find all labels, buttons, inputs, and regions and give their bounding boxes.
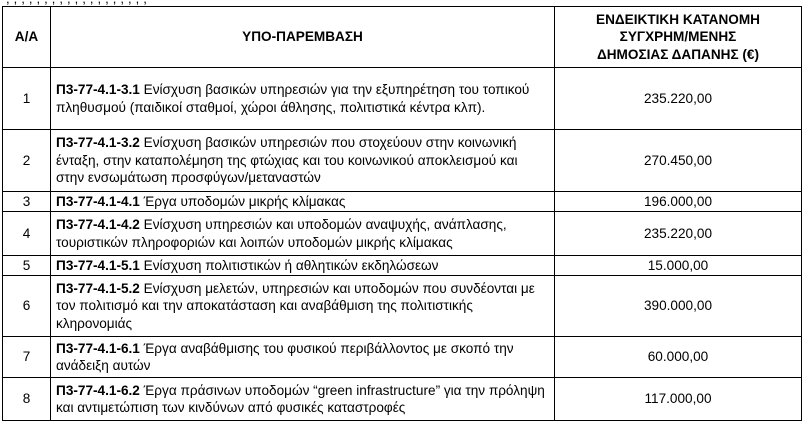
row-text: Έργα υποδομών μικρής κλίμακας [139,193,346,209]
row-description [51,192,555,212]
row-code: Π3-77-4.1-4.2 [56,217,140,232]
table-row [3,68,802,130]
row-text: Έργα πράσινων υποδομών “green infrastructure” για την πρόληψη και αντιμετώπιση των κινδύνων από φυσικές καταστροφές [56,382,545,415]
table-row [3,256,802,276]
header-sub-intervention: ΥΠΟ-ΠΑΡΕΜΒΑΣΗ [51,7,555,68]
row-code: Π3-77-4.1-4.1 [56,193,140,209]
row-number: 5 [3,256,51,276]
row-description [51,130,555,192]
row-description [51,212,555,256]
row-amount: 390.000,00 [555,276,802,337]
row-amount: 117.000,00 [555,378,802,421]
row-number: 3 [3,192,51,212]
row-code: Π3-77-4.1-3.2 [56,135,140,151]
row-number: 7 [3,337,51,378]
row-description [51,378,555,421]
row-number: 1 [3,68,51,130]
row-text: Ενίσχυση υπηρεσιών και υποδομών αναψυχής, ανάπλασης, τουριστικών πληροφοριών και λοιπών υποδομών μικρής κλίμακας [56,217,507,250]
row-text: Ενίσχυση μελετών, υπηρεσιών και υποδομών που συνδέονται με τον πολιτισμό και την αποκατάσταση και αναβάθμιση της πολιτιστικής κληρονομιάς [56,280,535,331]
header-aa: Α/Α [3,7,51,68]
header-amount [555,7,802,68]
row-number: 6 [3,276,51,337]
row-amount: 235.220,00 [555,212,802,256]
table-row [3,276,802,337]
row-description [51,337,555,378]
row-text: Ενίσχυση βασικών υπηρεσιών που στοχεύουν στην κοινωνική ένταξη, στην καταπολέμηση της φτώχιας και του κοινωνικού αποκλεισμού και στην ενσωμάτωση προσφύγων/μεταναστών [56,135,518,186]
table-row [3,192,802,212]
row-amount: 60.000,00 [555,337,802,378]
table-row [3,212,802,256]
row-number: 2 [3,130,51,192]
header-amount-line1: ΕΝΔΕΙΚΤΙΚΗ ΚΑΤΑΝΟΜΗ [596,11,760,27]
row-amount: 196.000,00 [555,192,802,212]
row-code: Π3-77-4.1-5.2 [56,280,140,296]
row-code: Π3-77-4.1-6.2 [56,382,140,398]
row-description [51,256,555,276]
allocation-table [2,6,802,421]
table-row [3,378,802,421]
table-header-row [3,7,802,68]
table-row [3,130,802,192]
row-text: Ενίσχυση βασικών υπηρεσιών για την εξυπηρέτηση του τοπικού πληθυσμού (παιδικοί σταθμοί, χώροι άθλησης, πολιτιστικά κέντρα κλπ). [56,82,530,115]
row-code: Π3-77-4.1-6.1 [56,340,140,356]
row-text: Ενίσχυση πολιτιστικών ή αθλητικών εκδηλώσεων [139,257,439,273]
header-amount-line3: ΔΗΜΟΣΙΑΣ ΔΑΠΑΝΗΣ (€) [596,46,760,62]
row-code: Π3-77-4.1-3.1 [56,82,140,97]
row-text: Έργα αναβάθμισης του φυσικού περιβάλλοντος με σκοπό την ανάδειξη αυτών [56,340,514,373]
row-amount: 15.000,00 [555,256,802,276]
row-code: Π3-77-4.1-5.1 [56,257,140,273]
row-number: 8 [3,378,51,421]
table-row [3,337,802,378]
row-description [51,276,555,337]
row-amount: 235.220,00 [555,68,802,130]
row-number: 4 [3,212,51,256]
row-amount: 270.450,00 [555,130,802,192]
header-amount-line2: ΣΥΓΧΡΗΜ/ΜΕΝΗΣ [619,29,737,45]
row-description [51,68,555,130]
